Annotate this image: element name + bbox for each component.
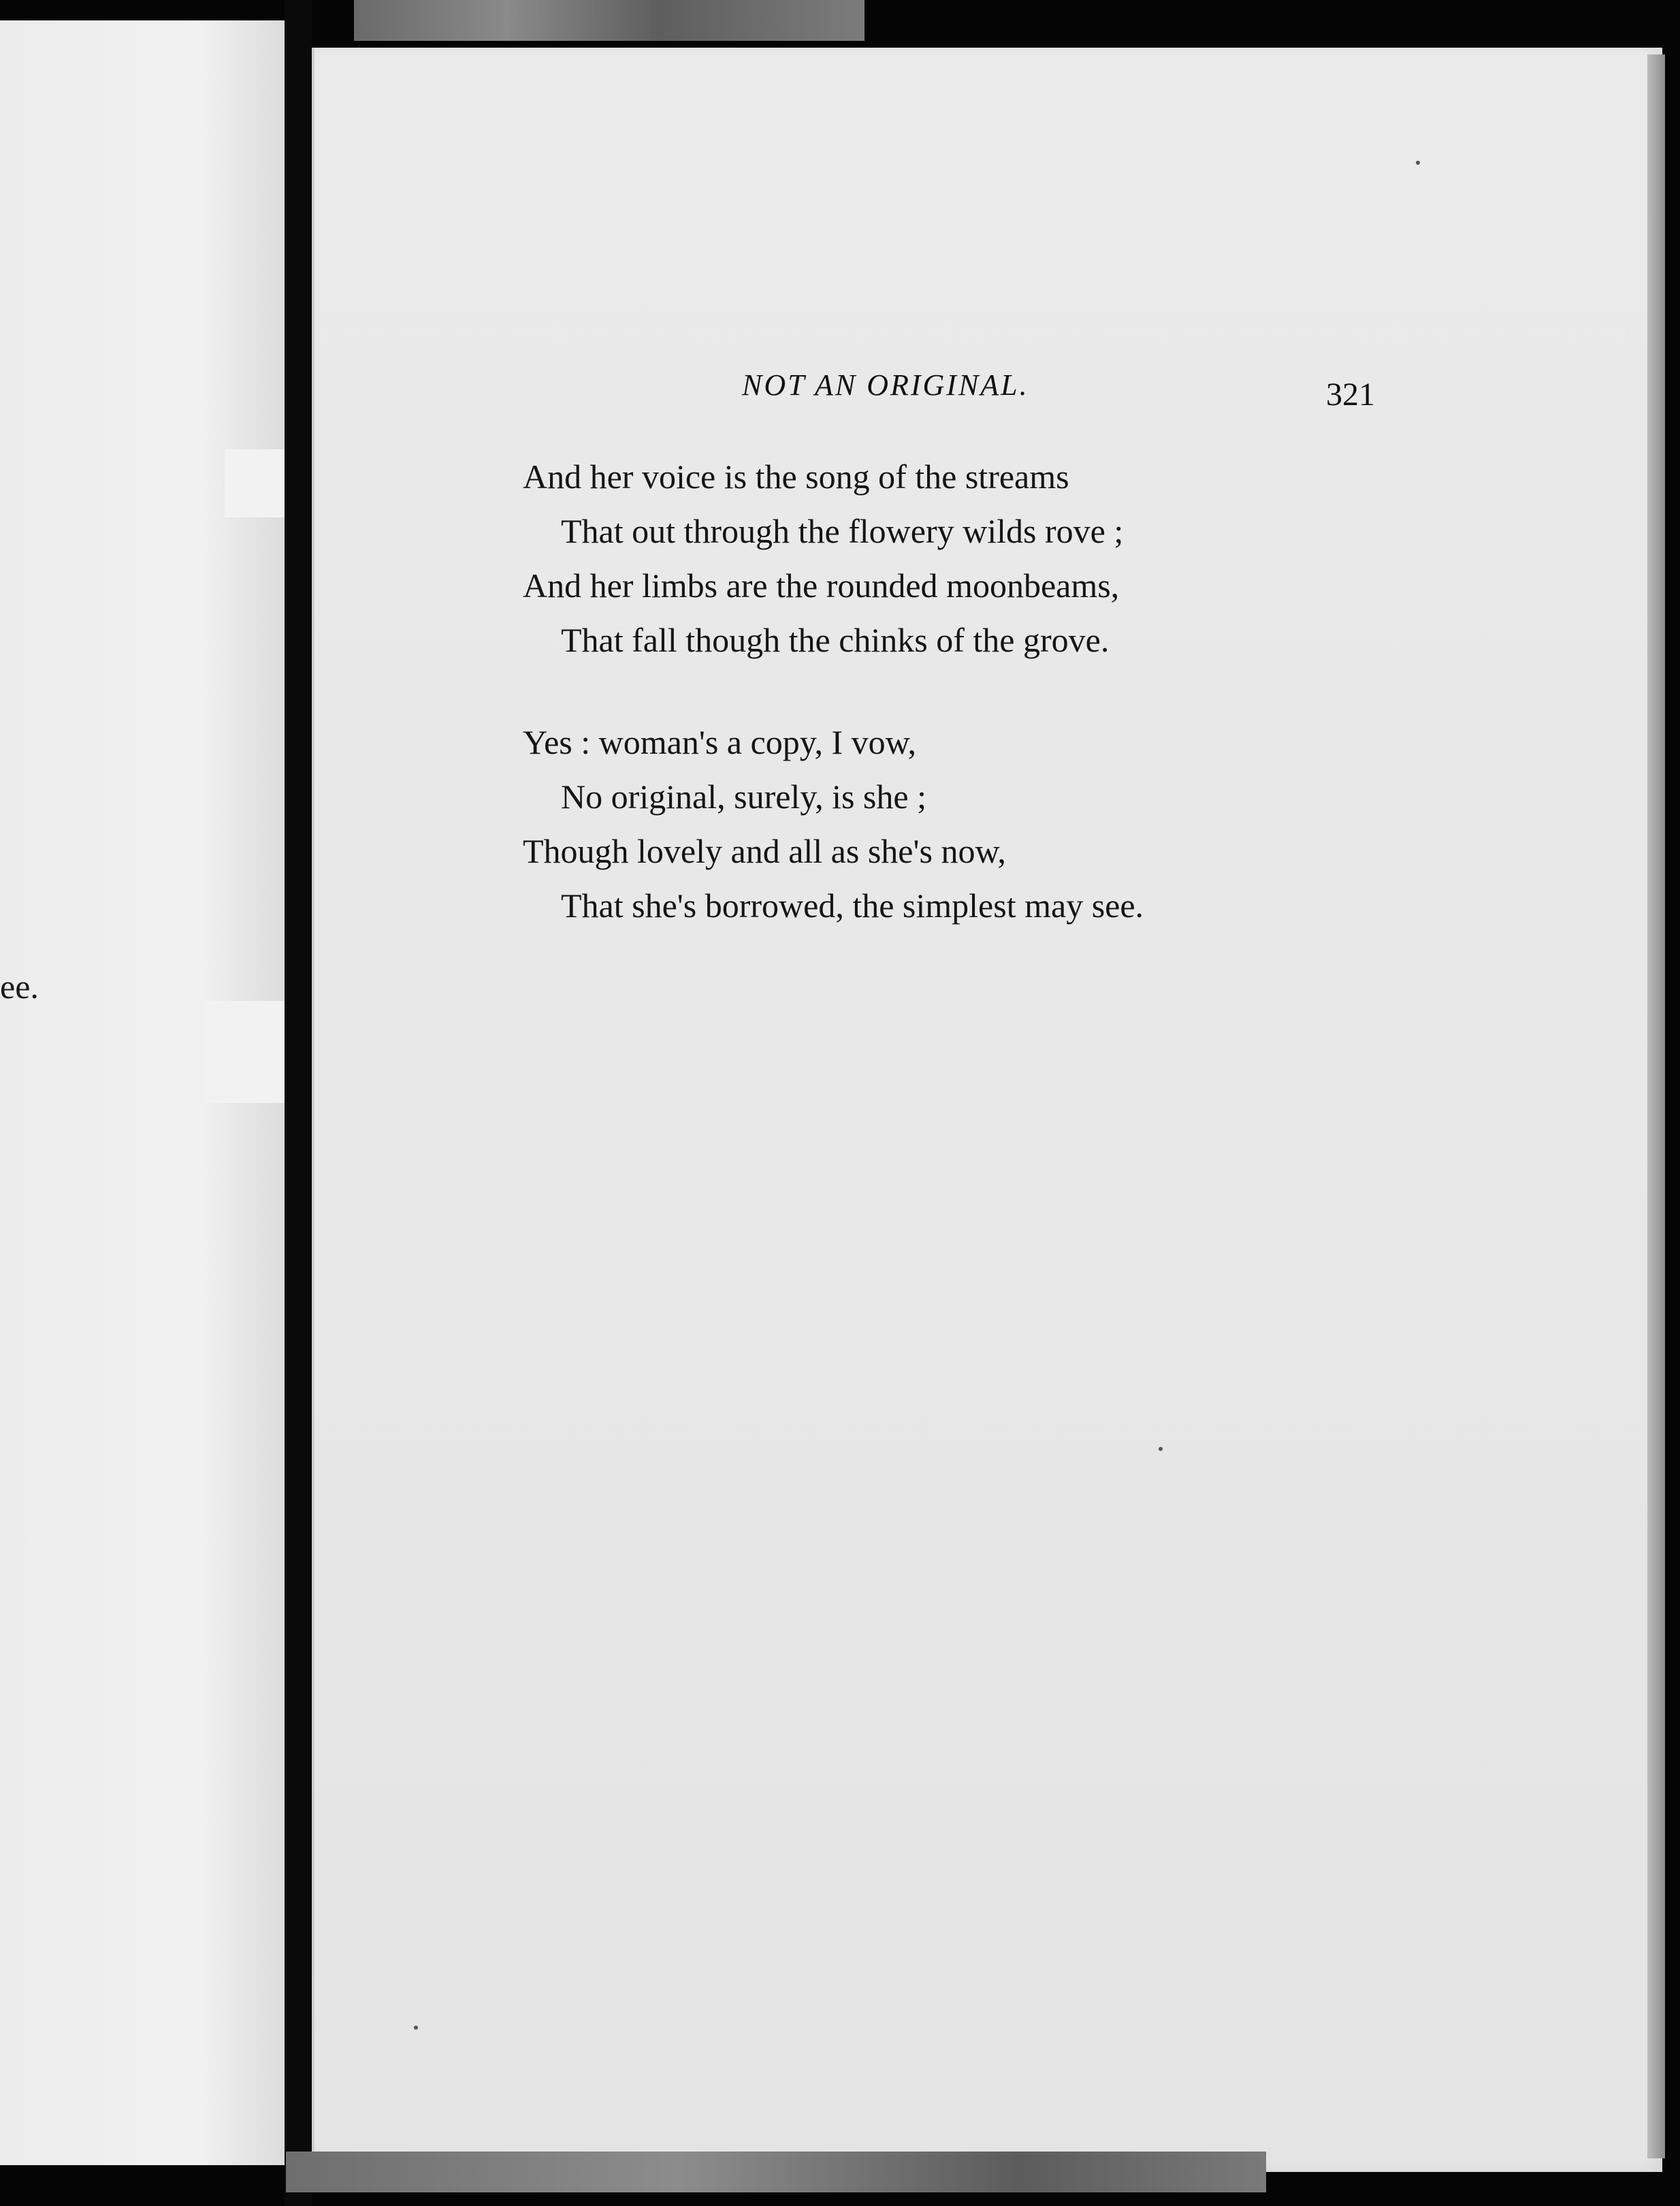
poem-line: That fall though the chinks of the grove.	[561, 621, 1110, 659]
poem-line: That she's borrowed, the simplest may see.	[561, 886, 1144, 925]
poem-line: No original, surely, is she ;	[561, 778, 926, 816]
stanza-2	[523, 715, 1408, 933]
scanner-top-strip	[354, 0, 865, 41]
page-number: 321	[1326, 377, 1375, 413]
paper-speck	[414, 2026, 418, 2030]
stanza-1	[523, 449, 1408, 667]
poem-line: Yes : woman's a copy, I vow,	[523, 723, 916, 761]
poem-text	[523, 449, 1408, 980]
left-page-text-fragment: ee.	[0, 968, 39, 1006]
scanner-bottom-strip	[286, 2152, 1266, 2192]
right-page-edge	[1647, 54, 1665, 2158]
poem-line: And her limbs are the rounded moonbeams,	[523, 566, 1120, 605]
right-page	[312, 48, 1662, 2172]
paper-speck	[1416, 161, 1420, 165]
poem-line: Though lovely and all as she's now,	[523, 832, 1006, 870]
poem-line: And her voice is the song of the streams	[523, 458, 1069, 496]
binding-gutter	[285, 0, 312, 2206]
poem-line: That out through the flowery wilds rove ;	[561, 512, 1124, 550]
running-head: NOT AN ORIGINAL.	[742, 368, 1029, 402]
paper-speck	[1159, 1447, 1163, 1451]
